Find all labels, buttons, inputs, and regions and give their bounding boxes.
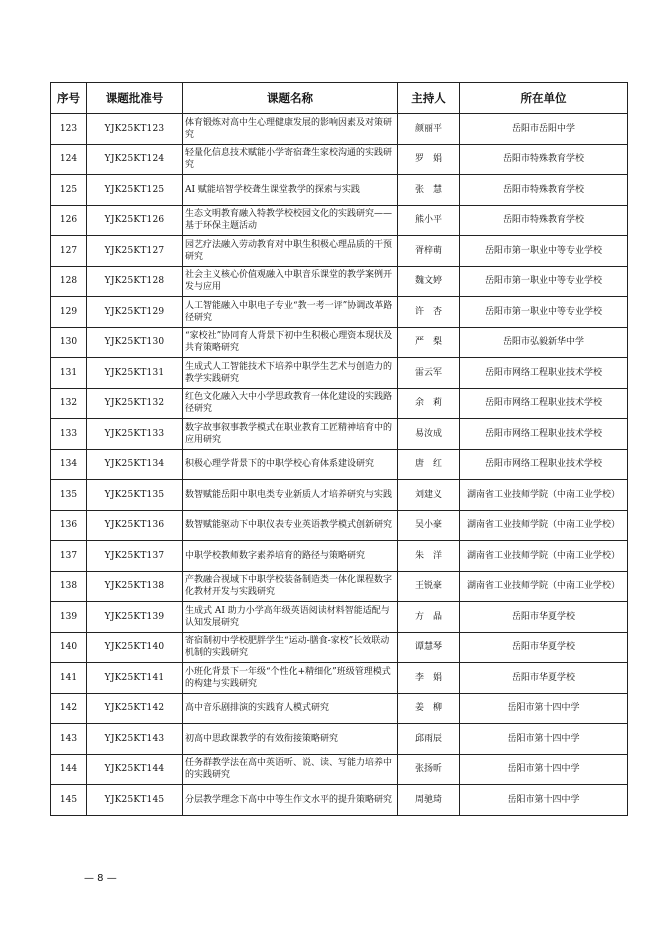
table-header-row	[51, 83, 628, 114]
cell-code: YJK25KT128	[87, 266, 183, 297]
cell-code: YJK25KT134	[87, 449, 183, 480]
cell-unit: 湖南省工业技师学院（中南工业学校）	[460, 541, 628, 572]
cell-index: 124	[51, 144, 87, 175]
table-row	[51, 449, 628, 480]
cell-host: 余 莉	[398, 388, 460, 419]
cell-code: YJK25KT145	[87, 785, 183, 816]
cell-title: 红色文化融入大中小学思政教育一体化建设的实践路径研究	[183, 388, 398, 419]
cell-unit: 岳阳市第十四中学	[460, 754, 628, 785]
cell-index: 135	[51, 480, 87, 511]
cell-title: 园艺疗法融入劳动教育对中职生积极心理品质的干预研究	[183, 236, 398, 267]
cell-index: 139	[51, 602, 87, 633]
cell-index: 138	[51, 571, 87, 602]
cell-unit: 岳阳市华夏学校	[460, 632, 628, 663]
cell-unit: 岳阳市第十四中学	[460, 724, 628, 755]
cell-index: 137	[51, 541, 87, 572]
cell-host: 易汝成	[398, 419, 460, 450]
cell-title: 生成式 AI 助力小学高年级英语阅读材料智能适配与认知发展研究	[183, 602, 398, 633]
cell-host: 谭慧琴	[398, 632, 460, 663]
cell-title: 数智赋能岳阳中职电类专业新质人才培养研究与实践	[183, 480, 398, 511]
cell-unit: 岳阳市第一职业中等专业学校	[460, 236, 628, 267]
cell-unit: 岳阳市第一职业中等专业学校	[460, 266, 628, 297]
cell-host: 刘建义	[398, 480, 460, 511]
cell-title: 产教融合视域下中职学校装备制造类一体化课程数字化教材开发与实践研究	[183, 571, 398, 602]
cell-host: 方 晶	[398, 602, 460, 633]
cell-unit: 岳阳市第一职业中等专业学校	[460, 297, 628, 328]
cell-index: 132	[51, 388, 87, 419]
cell-title: 生态文明教育融入特教学校校园文化的实践研究——基于环保主题活动	[183, 205, 398, 236]
cell-index: 131	[51, 358, 87, 389]
cell-host: 周驰琦	[398, 785, 460, 816]
table-row	[51, 327, 628, 358]
table-row	[51, 114, 628, 145]
cell-unit: 湖南省工业技师学院（中南工业学校）	[460, 571, 628, 602]
header-host: 主持人	[398, 83, 460, 114]
cell-host: 颜丽平	[398, 114, 460, 145]
cell-host: 李 娟	[398, 663, 460, 694]
table-row	[51, 632, 628, 663]
cell-host: 王锐豪	[398, 571, 460, 602]
cell-unit: 岳阳市第十四中学	[460, 693, 628, 724]
cell-unit: 岳阳市网络工程职业技术学校	[460, 358, 628, 389]
table-row	[51, 175, 628, 206]
table-row	[51, 266, 628, 297]
cell-unit: 岳阳市第十四中学	[460, 785, 628, 816]
cell-host: 吴小豪	[398, 510, 460, 541]
cell-host: 雷云军	[398, 358, 460, 389]
cell-title: 生成式人工智能技术下培养中职学生艺术与创造力的教学实践研究	[183, 358, 398, 389]
cell-code: YJK25KT142	[87, 693, 183, 724]
cell-index: 125	[51, 175, 87, 206]
cell-title: “家校社”协同育人背景下初中生积极心理资本现状及共育策略研究	[183, 327, 398, 358]
cell-title: 数字故事叙事教学模式在职业教育工匠精神培育中的应用研究	[183, 419, 398, 450]
cell-index: 128	[51, 266, 87, 297]
cell-host: 唐 红	[398, 449, 460, 480]
cell-unit: 岳阳市特殊教育学校	[460, 144, 628, 175]
cell-title: 分层教学理念下高中中等生作文水平的提升策略研究	[183, 785, 398, 816]
cell-code: YJK25KT133	[87, 419, 183, 450]
cell-unit: 岳阳市网络工程职业技术学校	[460, 449, 628, 480]
cell-index: 143	[51, 724, 87, 755]
cell-title: 寄宿制初中学校肥胖学生“运动-膳食-家校”长效联动机制的实践研究	[183, 632, 398, 663]
cell-code: YJK25KT123	[87, 114, 183, 145]
cell-index: 126	[51, 205, 87, 236]
cell-title: 轻量化信息技术赋能小学寄宿聋生家校沟通的实践研究	[183, 144, 398, 175]
cell-index: 127	[51, 236, 87, 267]
cell-title: 社会主义核心价值观融入中职音乐课堂的教学案例开发与应用	[183, 266, 398, 297]
cell-index: 145	[51, 785, 87, 816]
cell-code: YJK25KT130	[87, 327, 183, 358]
cell-host: 张扬昕	[398, 754, 460, 785]
cell-index: 136	[51, 510, 87, 541]
cell-host: 朱 洋	[398, 541, 460, 572]
cell-host: 许 杏	[398, 297, 460, 328]
header-index: 序号	[51, 83, 87, 114]
cell-title: 初高中思政课教学的有效衔接策略研究	[183, 724, 398, 755]
table-row	[51, 388, 628, 419]
cell-code: YJK25KT137	[87, 541, 183, 572]
cell-code: YJK25KT135	[87, 480, 183, 511]
cell-host: 魏文婷	[398, 266, 460, 297]
cell-index: 144	[51, 754, 87, 785]
cell-unit: 岳阳市特殊教育学校	[460, 205, 628, 236]
table-row	[51, 480, 628, 511]
table-row	[51, 663, 628, 694]
cell-code: YJK25KT138	[87, 571, 183, 602]
cell-index: 123	[51, 114, 87, 145]
cell-host: 熊小平	[398, 205, 460, 236]
cell-code: YJK25KT124	[87, 144, 183, 175]
cell-index: 129	[51, 297, 87, 328]
cell-title: 高中音乐剧排演的实践育人模式研究	[183, 693, 398, 724]
table-row	[51, 358, 628, 389]
table-row	[51, 724, 628, 755]
cell-code: YJK25KT144	[87, 754, 183, 785]
table-row	[51, 602, 628, 633]
cell-code: YJK25KT139	[87, 602, 183, 633]
cell-code: YJK25KT125	[87, 175, 183, 206]
cell-code: YJK25KT127	[87, 236, 183, 267]
cell-code: YJK25KT141	[87, 663, 183, 694]
header-title: 课题名称	[183, 83, 398, 114]
table-row	[51, 297, 628, 328]
cell-index: 130	[51, 327, 87, 358]
cell-host: 张 慧	[398, 175, 460, 206]
cell-unit: 岳阳市网络工程职业技术学校	[460, 388, 628, 419]
header-unit: 所在单位	[460, 83, 628, 114]
project-table	[50, 82, 628, 816]
cell-index: 141	[51, 663, 87, 694]
cell-code: YJK25KT129	[87, 297, 183, 328]
cell-host: 罗 娟	[398, 144, 460, 175]
cell-host: 胥梓萌	[398, 236, 460, 267]
cell-title: AI 赋能培智学校聋生课堂教学的探索与实践	[183, 175, 398, 206]
table-row	[51, 144, 628, 175]
cell-code: YJK25KT126	[87, 205, 183, 236]
table-row	[51, 236, 628, 267]
cell-unit: 岳阳市岳阳中学	[460, 114, 628, 145]
cell-title: 体育锻炼对高中生心理健康发展的影响因素及对策研究	[183, 114, 398, 145]
cell-title: 中职学校教师数字素养培育的路径与策略研究	[183, 541, 398, 572]
header-code: 课题批准号	[87, 83, 183, 114]
cell-unit: 岳阳市华夏学校	[460, 663, 628, 694]
cell-unit: 岳阳市网络工程职业技术学校	[460, 419, 628, 450]
table-row	[51, 754, 628, 785]
table-row	[51, 205, 628, 236]
cell-code: YJK25KT131	[87, 358, 183, 389]
cell-index: 133	[51, 419, 87, 450]
cell-unit: 湖南省工业技师学院（中南工业学校）	[460, 510, 628, 541]
cell-index: 142	[51, 693, 87, 724]
table-row	[51, 571, 628, 602]
cell-title: 任务群教学法在高中英语听、说、读、写能力培养中的实践研究	[183, 754, 398, 785]
table-row	[51, 419, 628, 450]
cell-host: 姜 柳	[398, 693, 460, 724]
table-row	[51, 510, 628, 541]
cell-unit: 湖南省工业技师学院（中南工业学校）	[460, 480, 628, 511]
cell-code: YJK25KT143	[87, 724, 183, 755]
table-row	[51, 785, 628, 816]
page-number: — 8 —	[84, 873, 117, 884]
cell-title: 小班化背景下一年级“个性化+精细化”班级管理模式的构建与实践研究	[183, 663, 398, 694]
cell-unit: 岳阳市弘毅新华中学	[460, 327, 628, 358]
cell-code: YJK25KT132	[87, 388, 183, 419]
cell-host: 邱雨辰	[398, 724, 460, 755]
cell-host: 严 梨	[398, 327, 460, 358]
table-row	[51, 541, 628, 572]
table-row	[51, 693, 628, 724]
cell-title: 人工智能融入中职电子专业“教一考一评”协调改革路径研究	[183, 297, 398, 328]
cell-index: 140	[51, 632, 87, 663]
cell-index: 134	[51, 449, 87, 480]
cell-code: YJK25KT140	[87, 632, 183, 663]
cell-code: YJK25KT136	[87, 510, 183, 541]
cell-unit: 岳阳市华夏学校	[460, 602, 628, 633]
cell-title: 积极心理学背景下的中职学校心育体系建设研究	[183, 449, 398, 480]
cell-title: 数智赋能驱动下中职仪表专业英语教学模式创新研究	[183, 510, 398, 541]
cell-unit: 岳阳市特殊教育学校	[460, 175, 628, 206]
table-body	[51, 114, 628, 816]
